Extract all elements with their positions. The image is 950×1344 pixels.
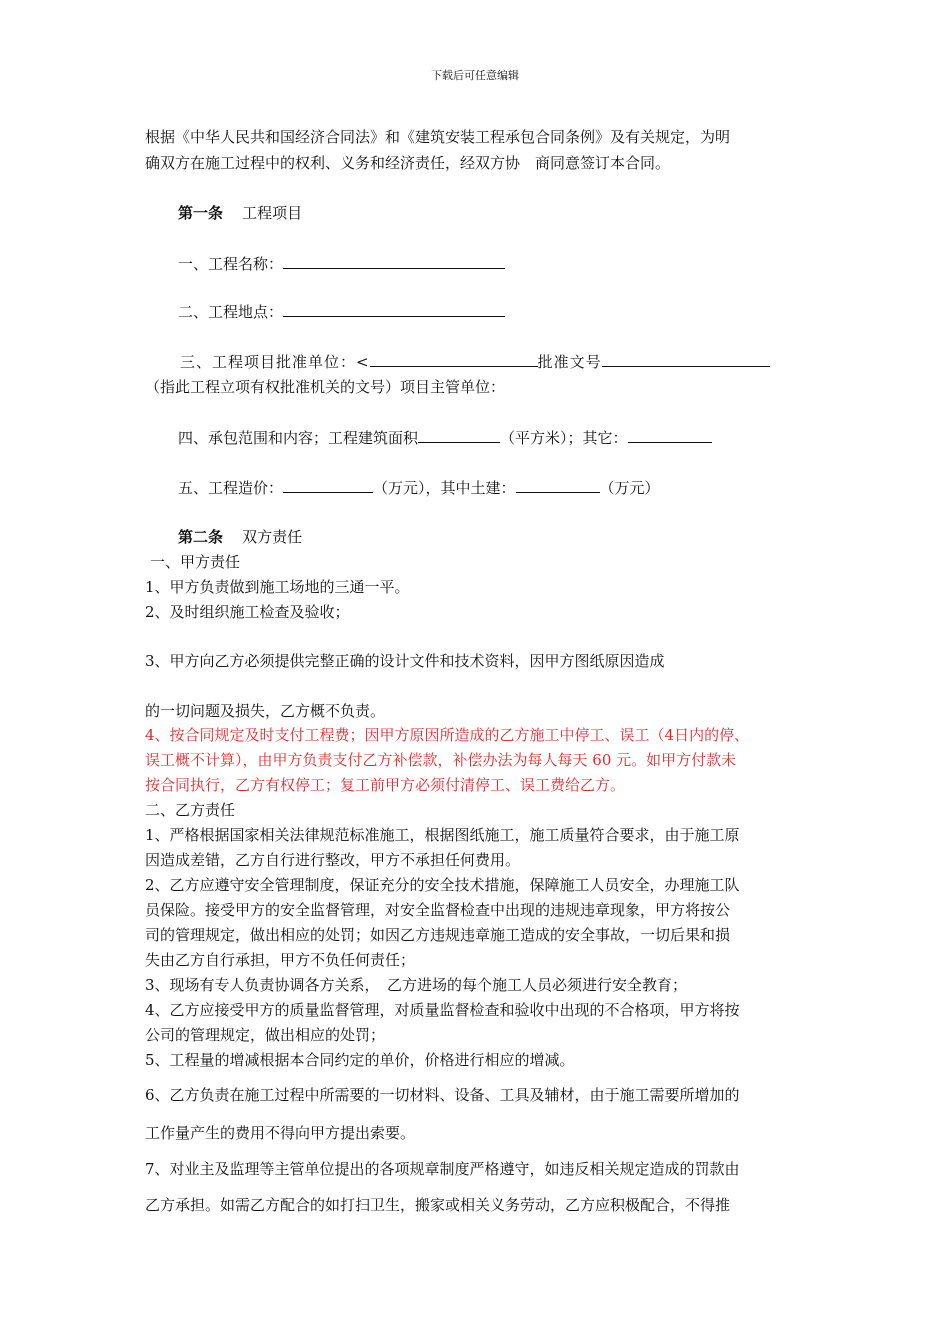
article2-heading bbox=[178, 528, 302, 546]
party-a-item-2: 2、及时组织施工检查及验收； bbox=[145, 603, 350, 621]
party-b-item-7-line-2: 乙方承担。如需乙方配合的如打扫卫生，搬家或相关义务劳动，乙方应积极配合，不得推 bbox=[145, 1196, 731, 1214]
party-b-item-2-line-4: 失由乙方自行承担，甲方不负任何责任； bbox=[145, 951, 416, 969]
article1-title: 工程项目 bbox=[242, 204, 303, 222]
other-blank[interactable] bbox=[628, 428, 712, 443]
party-b-item-2-line-3: 司的管理规定，做出相应的处罚；如因乙方违规违章施工造成的安全事故，一切后果和损 bbox=[145, 926, 731, 944]
party-b-item-5: 5、工程量的增减根据本合同约定的单价，价格进行相应的增减。 bbox=[145, 1051, 575, 1069]
party-b-item-6-line-2: 工作量产生的费用不得向甲方提出索要。 bbox=[145, 1124, 416, 1142]
building-area-blank[interactable] bbox=[418, 428, 500, 443]
party-a-item-4-line-1: 4、按合同规定及时支付工程费；因甲方原因所造成的乙方施工中停工、误工（4日内的停、 bbox=[145, 726, 750, 744]
party-b-item-2-line-1: 2、乙方应遵守安全管理制度，保证充分的安全技术措施，保障施工人员安全，办理施工队 bbox=[145, 876, 740, 894]
article2-title: 双方责任 bbox=[242, 528, 303, 546]
intro-line-1: 根据《中华人民共和国经济合同法》和《建筑安装工程承包合同条例》及有关规定，为明 bbox=[145, 128, 731, 146]
party-b-item-1-line-2: 因造成差错，乙方自行进行整改，甲方不承担任何费用。 bbox=[145, 851, 521, 869]
approval-doc-label: 批准文号 bbox=[537, 353, 602, 371]
cost-row bbox=[178, 478, 660, 497]
article1-heading bbox=[178, 204, 302, 222]
approval-unit-label: 三、工程项目批准单位：< bbox=[180, 353, 370, 371]
project-location-blank[interactable] bbox=[283, 302, 505, 317]
party-b-item-1-line-1: 1、严格根据国家相关法律规范标准施工，根据图纸施工，施工质量符合要求，由于施工原 bbox=[145, 826, 740, 844]
party-b-item-4-line-1: 4、乙方应接受甲方的质量监督管理，对质量监督检查和验收中出现的不合格项，甲方将按 bbox=[145, 1001, 740, 1019]
article2-number: 第二条 bbox=[178, 528, 224, 546]
cost-unit: （万元），其中土建： bbox=[373, 479, 516, 497]
civil-unit: （万元） bbox=[599, 479, 660, 497]
party-a-item-4-line-3: 按合同执行，乙方有权停工；复工前甲方必须付清停工、误工费给乙方。 bbox=[145, 776, 626, 794]
party-a-item-1: 1、甲方负责做到施工场地的三通一平。 bbox=[145, 578, 410, 596]
project-name-blank[interactable] bbox=[283, 254, 505, 269]
party-a-heading: 一、甲方责任 bbox=[150, 553, 241, 571]
page-header: 下载后可任意编辑 bbox=[431, 69, 519, 82]
approval-row bbox=[180, 352, 770, 371]
approval-unit-blank[interactable] bbox=[370, 352, 538, 367]
project-location-row bbox=[178, 302, 505, 321]
approval-note: （指此工程立项有权批准机关的文号）项目主管单位： bbox=[145, 378, 506, 396]
scope-unit: （平方米）；其它： bbox=[500, 429, 628, 447]
party-a-item-4-line-2: 误工概不计算），由甲方负责支付乙方补偿款，补偿办法为每人每天 60 元。如甲方付款未 bbox=[145, 751, 737, 769]
civil-cost-blank[interactable] bbox=[516, 478, 600, 493]
party-b-item-7-line-1: 7、对业主及监理等主管单位提出的各项规章制度严格遵守，如违反相关规定造成的罚款由 bbox=[145, 1160, 740, 1178]
party-b-item-2-line-2: 员保险。接受甲方的安全监督管理，对安全监督检查中出现的违规违章现象，甲方将按公 bbox=[145, 901, 731, 919]
project-name-row bbox=[178, 254, 505, 273]
party-a-item-3-line-2: 的一切问题及损失，乙方概不负责。 bbox=[145, 702, 386, 720]
article1-number: 第一条 bbox=[178, 204, 224, 222]
project-location-label: 二、工程地点： bbox=[178, 303, 284, 321]
party-a-item-3-line-1: 3、甲方向乙方必须提供完整正确的设计文件和技术资料，因甲方图纸原因造成 bbox=[145, 652, 665, 670]
project-name-label: 一、工程名称： bbox=[178, 255, 284, 273]
intro-line-2: 确双方在施工过程中的权利、义务和经济责任，经双方协 商同意签订本合同。 bbox=[145, 154, 671, 172]
cost-label: 五、工程造价： bbox=[178, 479, 284, 497]
scope-row bbox=[178, 428, 712, 447]
approval-doc-blank[interactable] bbox=[602, 352, 770, 367]
party-b-heading: 二、乙方责任 bbox=[145, 801, 236, 819]
party-b-item-3: 3、现场有专人负责协调各方关系， 乙方进场的每个施工人员必须进行安全教育； bbox=[145, 976, 688, 994]
cost-blank[interactable] bbox=[283, 478, 373, 493]
party-b-item-4-line-2: 公司的管理规定，做出相应的处罚； bbox=[145, 1026, 386, 1044]
scope-label: 四、承包范围和内容；工程建筑面积 bbox=[178, 429, 419, 447]
party-b-item-6-line-1: 6、乙方负责在施工过程中所需要的一切材料、设备、工具及辅材，由于施工需要所增加的 bbox=[145, 1086, 740, 1104]
